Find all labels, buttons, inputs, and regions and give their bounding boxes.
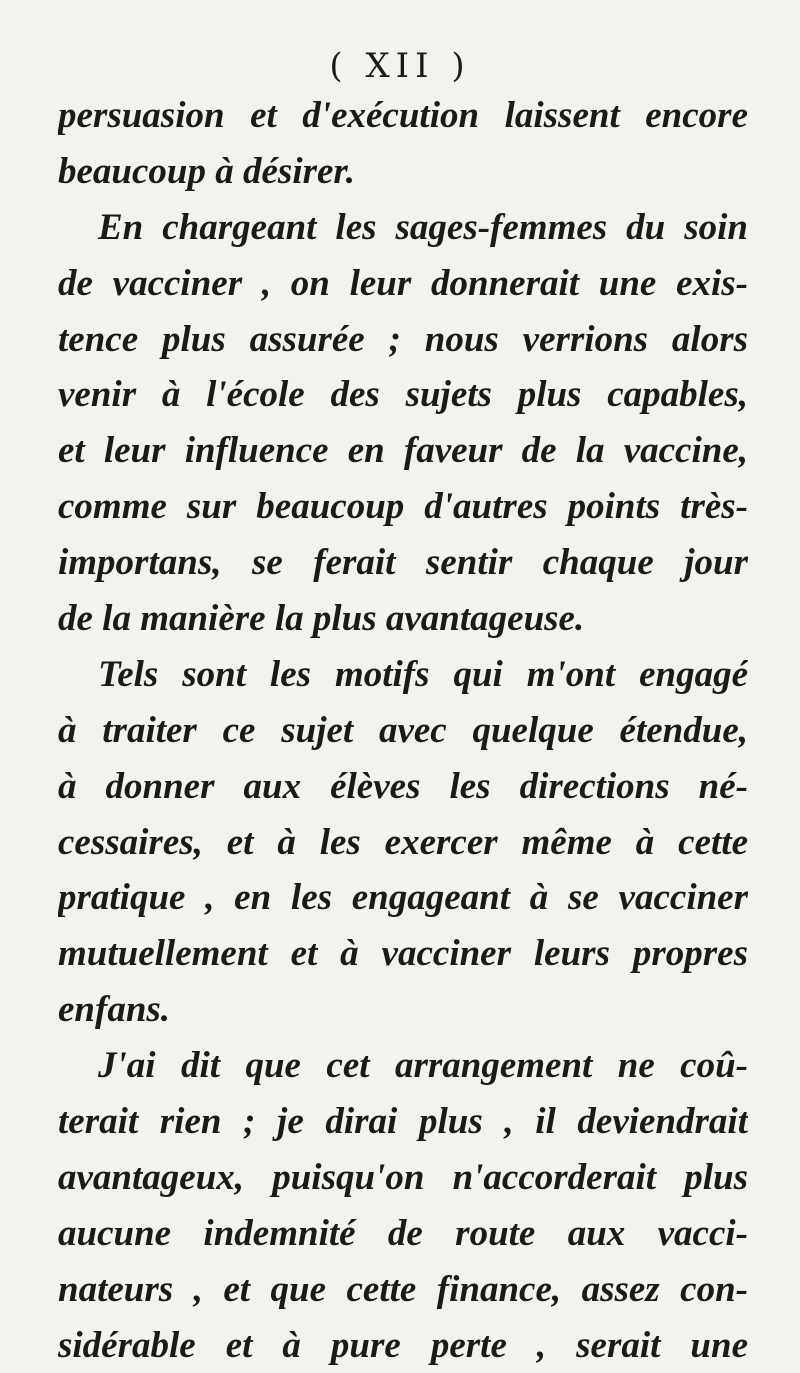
text-line: de la manière la plus avantageuse. xyxy=(58,598,585,640)
text-line: nateurs , et que cette finance, assez con- xyxy=(58,1268,748,1310)
text-line: avantageux, puisqu'on n'accorderait plus xyxy=(58,1156,748,1198)
text-line: cessaires, et à les exercer même à cette xyxy=(58,821,748,863)
text-line: de vacciner , on leur donnerait une exis- xyxy=(58,262,748,304)
text-line: J'ai dit que cet arrangement ne coû- xyxy=(98,1045,748,1087)
text-line: aucune indemnité de route aux vacci- xyxy=(58,1212,748,1254)
text-line: enfans. xyxy=(58,989,171,1031)
text-line: venir à l'école des sujets plus capables, xyxy=(58,374,748,416)
text-line: à donner aux élèves les directions né- xyxy=(58,765,748,807)
text-line: Tels sont les motifs qui m'ont engagé xyxy=(98,653,748,695)
text-line: persuasion et d'exécution laissent encore xyxy=(58,95,748,136)
text-line: beaucoup à désirer. xyxy=(58,150,356,192)
text-line: sidérable et à pure perte , serait une xyxy=(58,1324,748,1366)
text-line: tence plus assurée ; nous verrions alors xyxy=(58,318,748,360)
text-line: mutuellement et à vacciner leurs propres xyxy=(58,933,748,975)
text-line: pratique , en les engageant à se vacciner xyxy=(58,877,748,919)
page-number: ( XII ) xyxy=(329,46,471,86)
text-line: terait rien ; je dirai plus , il deviendrait xyxy=(58,1101,748,1143)
text-line: En chargeant les sages-femmes du soin xyxy=(98,206,748,248)
body-text xyxy=(58,88,748,1373)
text-line: comme sur beaucoup d'autres points très- xyxy=(58,486,748,528)
text-line: et leur influence en faveur de la vaccine, xyxy=(58,430,748,472)
text-line: importans, se ferait sentir chaque jour xyxy=(58,542,748,584)
text-line: à traiter ce sujet avec quelque étendue, xyxy=(58,709,748,751)
